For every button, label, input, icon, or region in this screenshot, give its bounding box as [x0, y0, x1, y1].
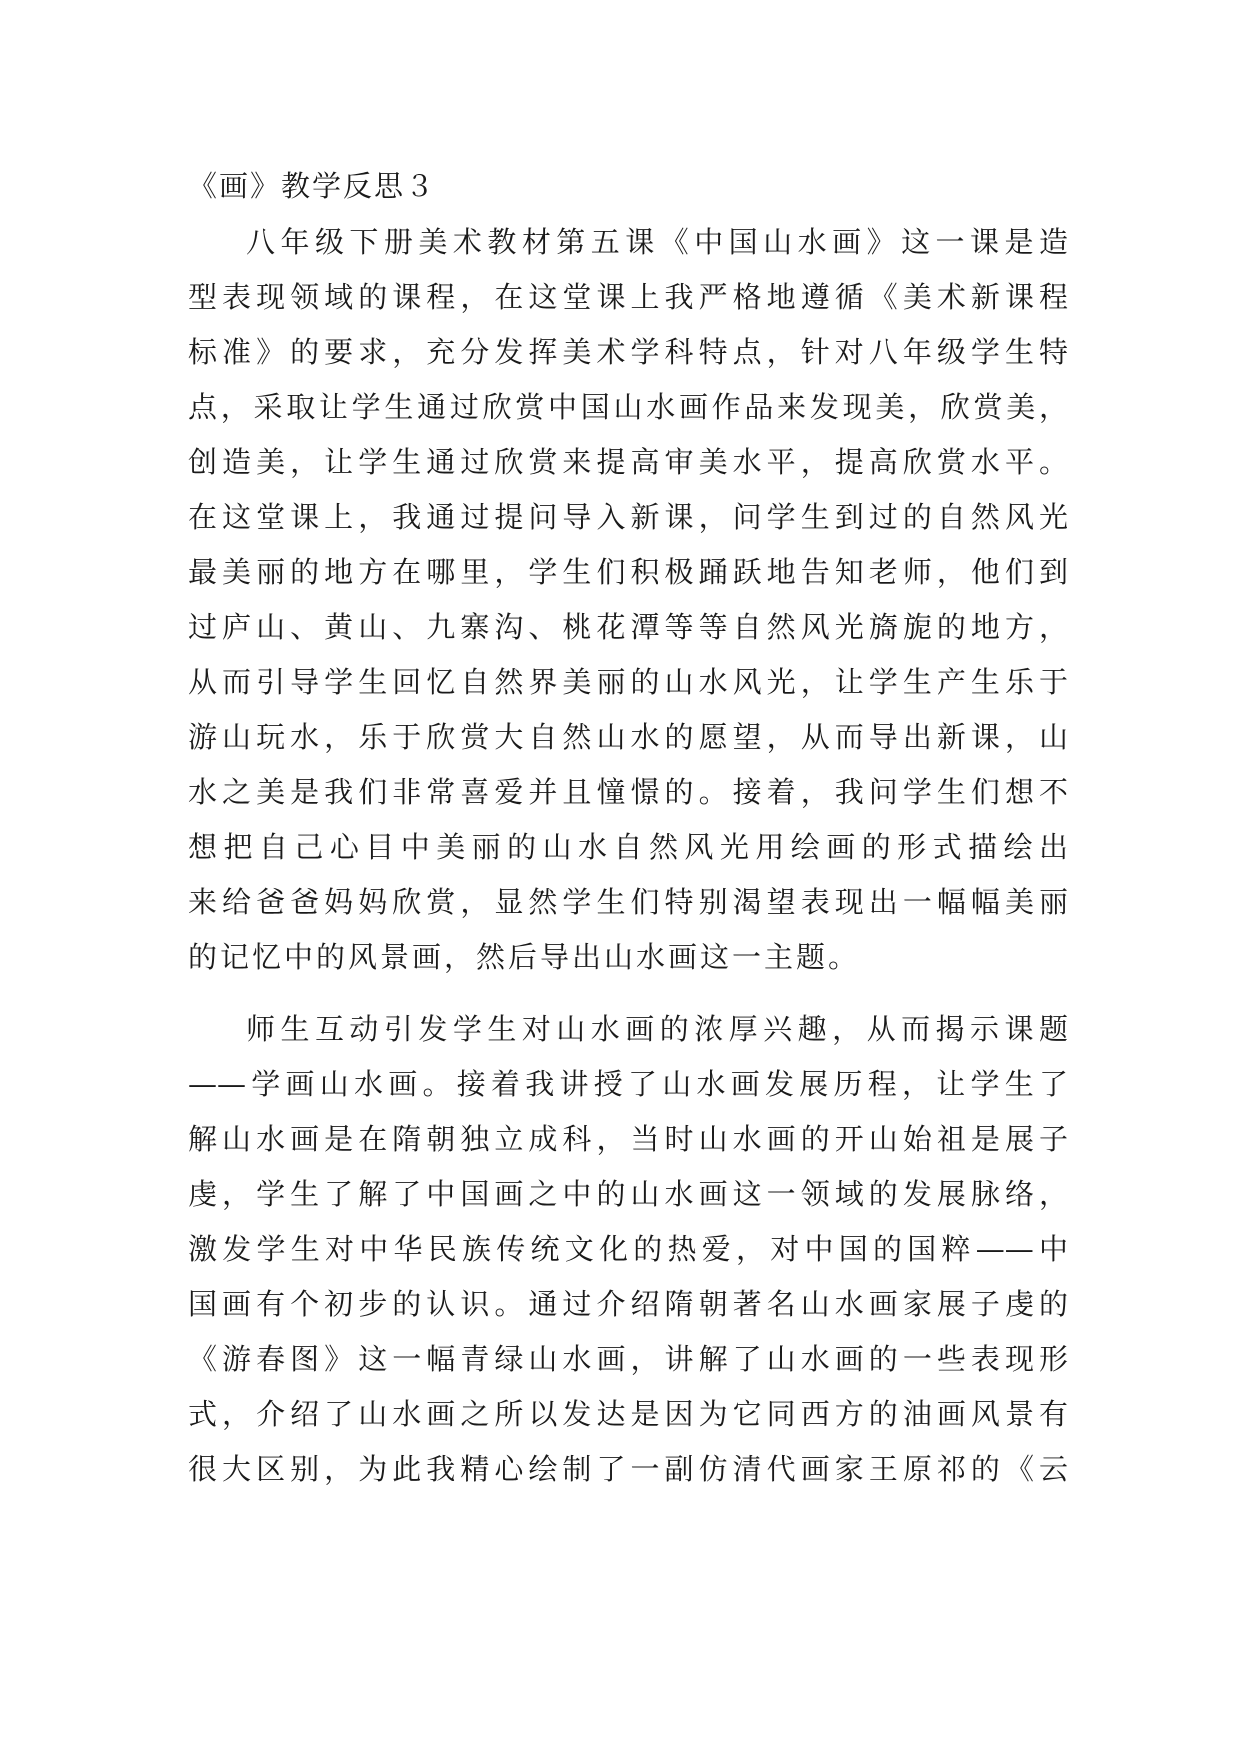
paragraph-1-line-13: 来给爸爸妈妈欣赏，显然学生们特别渴望表现出一幅幅美丽	[188, 885, 1068, 919]
paragraph-2-line-7: 《游春图》这一幅青绿山水画，讲解了山水画的一些表现形	[188, 1342, 1068, 1376]
paragraph-1-line-7: 最美丽的地方在哪里，学生们积极踊跃地告知老师，他们到	[188, 555, 1068, 589]
paragraph-1-line-11: 水之美是我们非常喜爱并且憧憬的。接着，我问学生们想不	[188, 775, 1068, 809]
paragraph-2-line-8: 式，介绍了山水画之所以发达是因为它同西方的油画风景有	[188, 1397, 1068, 1431]
paragraph-1-line-1: 八年级下册美术教材第五课《中国山水画》这一课是造	[246, 225, 1068, 259]
paragraph-1-line-3: 标准》的要求，充分发挥美术学科特点，针对八年级学生特	[188, 335, 1068, 369]
paragraph-1-line-6: 在这堂课上，我通过提问导入新课，问学生到过的自然风光	[188, 500, 1068, 534]
paragraph-1-line-5: 创造美，让学生通过欣赏来提高审美水平，提高欣赏水平。	[188, 445, 1068, 479]
paragraph-1-line-14: 的记忆中的风景画，然后导出山水画这一主题。	[188, 940, 861, 974]
paragraph-1-line-12: 想把自己心目中美丽的山水自然风光用绘画的形式描绘出	[188, 830, 1068, 864]
paragraph-2-line-1: 师生互动引发学生对山水画的浓厚兴趣，从而揭示课题	[246, 1012, 1068, 1046]
paragraph-1-line-2: 型表现领域的课程，在这堂课上我严格地遵循《美术新课程	[188, 280, 1068, 314]
document-title: 《画》教学反思３	[188, 169, 437, 203]
paragraph-2-line-6: 国画有个初步的认识。通过介绍隋朝著名山水画家展子虔的	[188, 1287, 1068, 1321]
paragraph-1-line-8: 过庐山、黄山、九寨沟、桃花潭等等自然风光旖旎的地方，	[188, 610, 1068, 644]
paragraph-1-line-10: 游山玩水，乐于欣赏大自然山水的愿望，从而导出新课，山	[188, 720, 1068, 754]
paragraph-2-line-4: 虔，学生了解了中国画之中的山水画这一领域的发展脉络，	[188, 1177, 1068, 1211]
paragraph-1-line-9: 从而引导学生回忆自然界美丽的山水风光，让学生产生乐于	[188, 665, 1068, 699]
paragraph-2-line-3: 解山水画是在隋朝独立成科，当时山水画的开山始祖是展子	[188, 1122, 1068, 1156]
paragraph-2-line-5: 激发学生对中华民族传统文化的热爱，对中国的国粹——中	[188, 1232, 1068, 1266]
paragraph-1-line-4: 点，采取让学生通过欣赏中国山水画作品来发现美，欣赏美，	[188, 390, 1068, 424]
paragraph-2-line-9: 很大区别，为此我精心绘制了一副仿清代画家王原祁的《云	[188, 1452, 1068, 1486]
paragraph-2-line-2: ——学画山水画。接着我讲授了山水画发展历程，让学生了	[188, 1067, 1068, 1101]
